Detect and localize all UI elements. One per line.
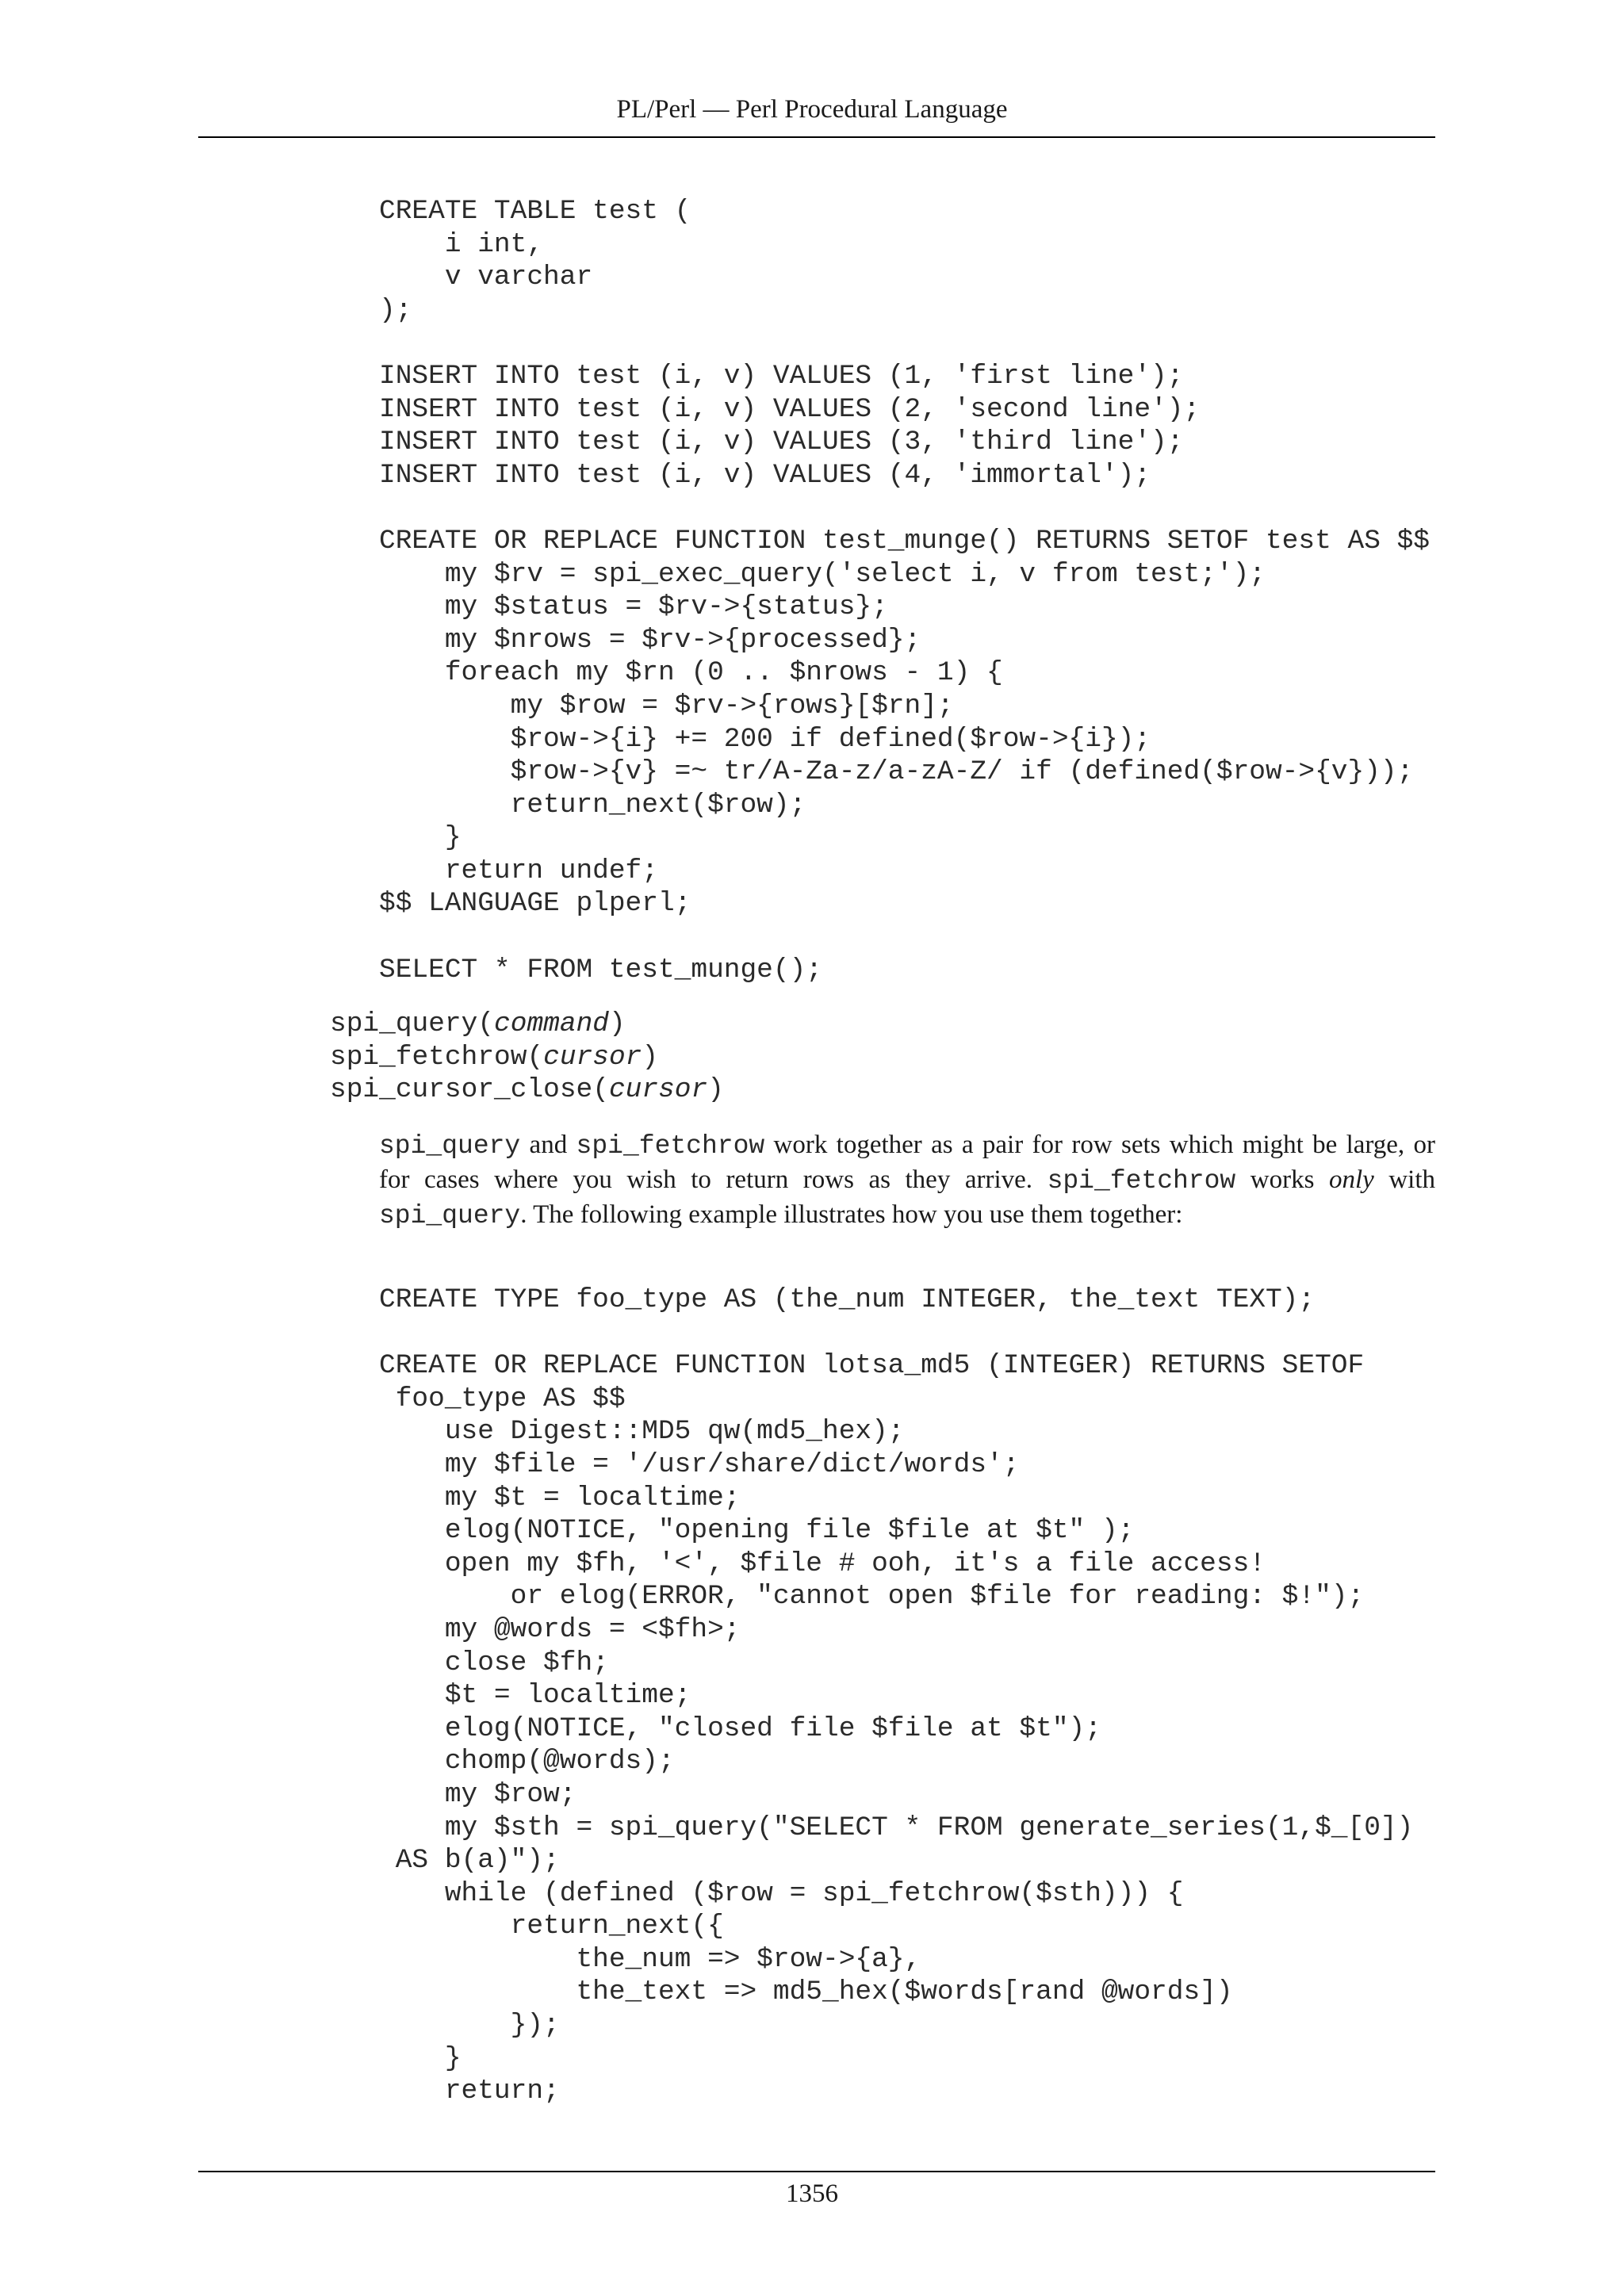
sig-close: ): [608, 1008, 626, 1039]
signature-spi-fetchrow: [330, 1041, 724, 1074]
paragraph-text: . The following example illustrates how you use them together:: [520, 1200, 1183, 1229]
sig-param: command: [494, 1008, 609, 1039]
sig-name: spi_query(: [330, 1008, 495, 1039]
sig-name: spi_fetchrow(: [330, 1041, 544, 1073]
emphasis: only: [1328, 1165, 1374, 1194]
signature-spi-cursor-close: [330, 1073, 724, 1107]
inline-code: spi_fetchrow: [1047, 1166, 1236, 1196]
code-example-lotsa-md5: CREATE TYPE foo_type AS (the_num INTEGER, the_text TEXT); CREATE OR REPLACE FUNCTION lotsa_md5 (INTEGER) RETURNS SETOF foo_type AS $$ use Digest::MD5 qw(md5_hex); my $file = '/usr/share/dict/words'; my $t = localtime; elog(NOTICE, "opening file $file at $t" ); open my $fh, '<', $file # ooh, it's a file access! or elog(ERROR, "cannot open $file for reading: $!"); my @words = <$fh>; close $fh; $t = localtime; elog(NOTICE, "closed file $file at $t"); chomp(@words); my $row; my $sth = spi_query("SELECT * FROM generate_series(1,$_[0]) AS b(a)"); while (defined ($row = spi_fetchrow($sth))) { return_next({ the_num => $row->{a}, the_text => md5_hex($words[rand @words]) }); } return;: [379, 1284, 1414, 2107]
page-number: 1356: [786, 2179, 838, 2208]
header-rule: [198, 136, 1435, 138]
code-example-test-munge: CREATE TABLE test ( i int, v varchar ); INSERT INTO test (i, v) VALUES (1, 'first line'); INSERT INTO test (i, v) VALUES (2, 'second line'); INSERT INTO test (i, v) VALUES (3, 'third line'); INSERT INTO test (i, v) VALUES (4, 'immortal'); CREATE OR REPLACE FUNCTION test_munge() RETURNS SETOF test AS $$ my $rv = spi_exec_query('select i, v from test;'); my $status = $rv->{status}; my $nrows = $rv->{processed}; foreach my $rn (0 .. $nrows - 1) { my $row = $rv->{rows}[$rn]; $row->{i} += 200 if defined($row->{i}); $row->{v} =~ tr/A-Za-z/a-zA-Z/ if (defined($row->{v})); return_next($row); } return undef; $$ LANGUAGE plperl; SELECT * FROM test_munge();: [379, 196, 1431, 985]
paragraph-text: work together as a pair for row sets which might be large, or for cases where you wish to return rows as they arrive.: [379, 1131, 1436, 1194]
sig-param: cursor: [608, 1074, 708, 1106]
signature-spi-query: [330, 1008, 724, 1041]
description-paragraph: [379, 1128, 1435, 1233]
function-signatures: [330, 1008, 724, 1107]
sig-param: cursor: [543, 1041, 642, 1073]
sig-close: ): [707, 1074, 724, 1106]
page-header-title: PL/Perl — Perl Procedural Language: [616, 95, 1008, 124]
inline-code: spi_fetchrow: [576, 1131, 765, 1161]
inline-code: spi_query: [379, 1131, 521, 1161]
footer-rule: [198, 2171, 1435, 2172]
sig-name: spi_cursor_close(: [330, 1074, 609, 1106]
inline-code: spi_query: [379, 1201, 521, 1230]
paragraph-text: works: [1235, 1165, 1329, 1194]
sig-close: ): [642, 1041, 659, 1073]
paragraph-text: with: [1373, 1165, 1436, 1194]
paragraph-text: and: [520, 1131, 576, 1159]
